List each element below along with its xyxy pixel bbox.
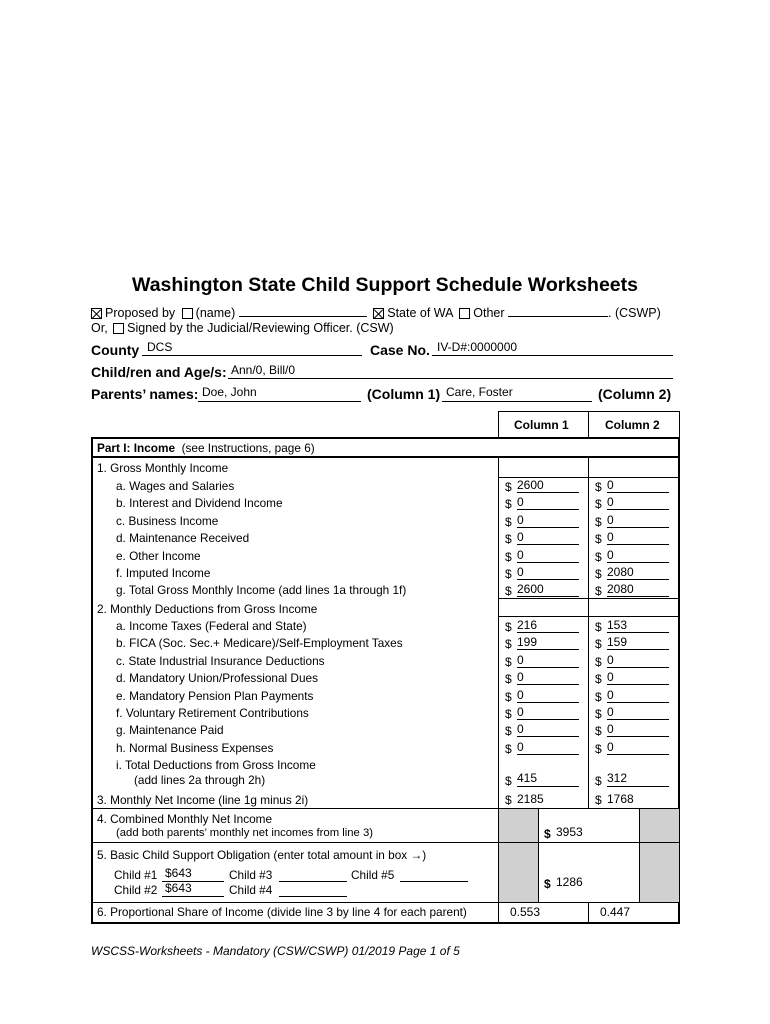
line3-c1-value[interactable]: 2185 [517,792,544,806]
row2i-c2-dollar: $ [595,774,602,788]
child4-underline[interactable] [279,896,347,897]
c1-underline [517,492,579,493]
line2-top-divider [498,598,680,599]
c2-underline [607,736,669,737]
row-label: g. Maintenance Paid [116,723,224,738]
c1-value[interactable]: 0 [517,705,524,719]
col2-left-border [588,457,589,809]
child3-label: Child #3 [229,868,273,882]
c1-dollar: $ [505,620,512,634]
c2-value[interactable]: 0 [607,495,614,510]
c2-underline [607,596,669,597]
c2-value[interactable]: 0 [607,739,614,754]
c2-underline [607,684,669,685]
c1-dollar: $ [505,654,512,669]
c1-underline [517,527,579,528]
row-label: c. State Industrial Insurance Deductions [116,653,325,668]
case-no-label: Case No. [370,342,430,358]
c2-underline [607,649,669,650]
c2-dollar: $ [595,672,602,687]
c1-dollar: $ [505,741,512,756]
c2-value[interactable]: 0 [607,478,614,492]
c2-dollar: $ [595,567,602,581]
c1-underline [517,509,579,510]
c1-dollar: $ [505,567,512,581]
state-checkbox[interactable] [373,308,384,319]
c1-value[interactable]: 2600 [517,478,544,492]
row-label: b. FICA (Soc. Sec.+ Medicare)/Self-Employment Taxes [116,636,403,651]
col1-header: Column 1 [514,418,569,432]
c1-dollar: $ [505,689,512,704]
c2-value[interactable]: 2080 [607,565,634,579]
c2-value[interactable]: 0 [607,652,614,667]
child4-label: Child #4 [229,883,273,897]
other-checkbox[interactable] [459,308,470,319]
proposed-line [91,306,661,320]
child2-label: Child #2 [114,883,158,897]
c1-underline [517,667,579,668]
c1-dollar: $ [505,514,512,529]
c2-dollar: $ [595,620,602,634]
state-label: State of WA [387,306,453,320]
line3-label: 3. Monthly Net Income (line 1g minus 2i) [97,793,309,807]
c2-dollar: $ [595,654,602,669]
c2-underline [607,754,669,755]
other-label: Other [473,306,505,320]
line3-divider [91,808,680,809]
c1-value[interactable]: 0 [517,687,524,702]
name-blank[interactable] [239,306,367,317]
row-label: d. Maintenance Received [116,531,250,546]
parent2-value[interactable]: Care, Foster [446,385,513,399]
c2-underline [607,562,669,563]
c1-underline [517,579,579,580]
c1-underline [517,754,579,755]
county-underline [142,355,362,356]
line3-c1-dollar: $ [505,793,512,807]
page-title: Washington State Child Support Schedule Worksheets [132,274,638,296]
c1-value[interactable]: 2600 [517,582,544,597]
row-label: e. Mandatory Pension Plan Payments [116,688,314,703]
line4-divider [91,842,680,843]
column2-label: (Column 2) [598,386,672,402]
children-underline [228,378,673,379]
line2-row-divider [498,616,680,617]
c1-value[interactable]: 0 [517,739,524,754]
c1-value[interactable]: 0 [517,565,524,579]
c2-dollar: $ [595,480,602,494]
county-label: County [91,342,140,358]
column1-label: (Column 1) [367,386,441,402]
child2-underline [162,896,224,897]
part1-heading: Part I: Income (see Instructions, page 6) [97,441,315,455]
c1-dollar: $ [505,480,512,494]
row2i-c2-underline [607,786,669,787]
c2-dollar: $ [595,741,602,756]
child3-underline[interactable] [279,881,347,882]
c2-value[interactable]: 0 [607,705,614,719]
c1-dollar: $ [505,584,512,599]
c1-value[interactable]: 0 [517,495,524,510]
c1-value[interactable]: 216 [517,618,538,632]
row-label: f. Imputed Income [116,566,211,580]
signed-line [91,321,394,335]
c1-value[interactable]: 0 [517,530,524,545]
c1-underline [517,684,579,685]
row-label: f. Voluntary Retirement Contributions [116,706,309,720]
c2-dollar: $ [595,549,602,564]
row-label: g. Total Gross Monthly Income (add lines 1a through 1f) [116,583,407,598]
proposed-checkbox[interactable] [91,308,102,319]
line6-c2-value[interactable]: 0.447 [600,905,631,919]
c1-value[interactable]: 0 [517,652,524,667]
c2-value[interactable]: 0 [607,687,614,702]
c1-underline [517,596,579,597]
child5-underline[interactable] [400,881,468,882]
row-label: b. Interest and Dividend Income [116,496,283,511]
c2-value[interactable]: 2080 [607,582,634,597]
row-label: a. Wages and Salaries [116,479,235,493]
line6-label: 6. Proportional Share of Income (divide line 3 by line 4 for each parent) [97,905,467,919]
row2i-c1-dollar: $ [505,774,512,788]
line3-c2-dollar: $ [595,793,602,807]
c1-underline [517,736,579,737]
name-label: (name) [195,306,236,320]
row2i-label-line1: i. Total Deductions from Gross Income [116,758,316,772]
children-value[interactable]: Ann/0, Bill/0 [231,363,296,377]
c1-value[interactable]: 199 [517,635,538,650]
row-label: e. Other Income [116,548,201,563]
line5-dollar: $ [544,877,551,891]
row-label: d. Mandatory Union/Professional Dues [116,671,318,686]
line5-grey-right [639,842,680,903]
col2-left-border-line6 [588,902,589,923]
child2-value[interactable]: $643 [165,881,192,895]
c2-value[interactable]: 159 [607,635,628,650]
row-label: h. Normal Business Expenses [116,740,274,755]
c1-underline [517,719,579,720]
c2-dollar: $ [595,532,602,547]
c2-value[interactable]: 0 [607,670,614,685]
page-footer: WSCSS-Worksheets - Mandatory (CSW/CSWP) 01/2019 Page 1 of 5 [91,944,460,958]
signed-checkbox[interactable] [113,323,124,334]
name-checkbox[interactable] [182,308,193,319]
c1-dollar: $ [505,637,512,652]
c1-underline [517,702,579,703]
c2-value[interactable]: 0 [607,722,614,737]
row2i-c1-value[interactable]: 415 [517,771,538,785]
c2-value[interactable]: 0 [607,547,614,562]
c2-underline [607,719,669,720]
line4-grey-right [639,808,680,843]
c2-dollar: $ [595,497,602,512]
parents-label: Parents’ names: [91,386,199,402]
line4-grey-left [498,808,539,843]
c2-dollar: $ [595,584,602,599]
c1-underline [517,562,579,563]
c2-dollar: $ [595,707,602,721]
c1-value[interactable]: 0 [517,670,524,685]
c2-underline [607,544,669,545]
c2-underline [607,667,669,668]
row2i-c1-underline [517,786,579,787]
c2-underline [607,632,669,633]
c1-dollar: $ [505,532,512,547]
c2-value[interactable]: 153 [607,618,628,632]
c2-underline [607,509,669,510]
line5-grey-left [498,842,539,903]
col2-header: Column 2 [605,418,660,432]
c2-underline [607,702,669,703]
other-blank[interactable] [508,306,608,317]
case-no-value[interactable]: IV-D#:0000000 [437,340,518,354]
c2-value[interactable]: 0 [607,512,614,527]
c1-value[interactable]: 0 [517,722,524,737]
c1-dollar: $ [505,672,512,687]
row2i-c2-value[interactable]: 312 [607,771,628,785]
c2-dollar: $ [595,637,602,652]
c1-underline [517,649,579,650]
c2-underline [607,492,669,493]
or-label: Or, [91,321,108,335]
part1-divider [91,456,680,458]
c2-value[interactable]: 0 [607,530,614,545]
c1-dollar: $ [505,549,512,564]
cswp-label: . (CSWP) [608,306,661,320]
c1-underline [517,544,579,545]
c2-underline [607,579,669,580]
child1-label: Child #1 [114,868,158,882]
line4-label-line1: 4. Combined Monthly Net Income [97,812,273,826]
line6-c1-value[interactable]: 0.553 [510,905,541,919]
parent2-underline [442,401,592,402]
child5-label: Child #5 [351,868,395,882]
row2i-label-line2: (add lines 2a through 2h) [134,773,266,787]
c1-underline [517,632,579,633]
row-label: a. Income Taxes (Federal and State) [116,619,307,633]
c2-dollar: $ [595,514,602,529]
row-label: c. Business Income [116,513,219,528]
proposed-by-label: Proposed by [105,306,176,320]
c2-underline [607,527,669,528]
line3-c2-value[interactable]: 1768 [607,792,634,806]
case-no-underline [432,355,673,356]
county-value[interactable]: DCS [147,340,173,354]
line5-value[interactable]: 1286 [556,875,583,889]
c2-dollar: $ [595,724,602,739]
c1-dollar: $ [505,724,512,739]
line4-label-line2: (add both parents’ monthly net incomes from line 3) [116,827,374,839]
c1-dollar: $ [505,497,512,512]
children-label: Child/ren and Age/s: [91,364,227,380]
line1-label: 1. Gross Monthly Income [97,461,229,475]
c2-dollar: $ [595,689,602,704]
parent1-underline [198,401,361,402]
signed-label: Signed by the Judicial/Reviewing Officer. (CSW) [127,321,394,335]
line5-label: 5. Basic Child Support Obligation (enter total amount in box →) [97,848,427,862]
child1-value[interactable]: $643 [165,866,192,880]
parent1-value[interactable]: Doe, John [202,385,257,399]
c1-value[interactable]: 0 [517,547,524,562]
line2-label: 2. Monthly Deductions from Gross Income [97,602,318,616]
line4-value[interactable]: 3953 [556,825,583,839]
line5-divider [91,902,680,903]
c1-value[interactable]: 0 [517,512,524,527]
c1-dollar: $ [505,707,512,721]
line4-dollar: $ [544,827,551,841]
